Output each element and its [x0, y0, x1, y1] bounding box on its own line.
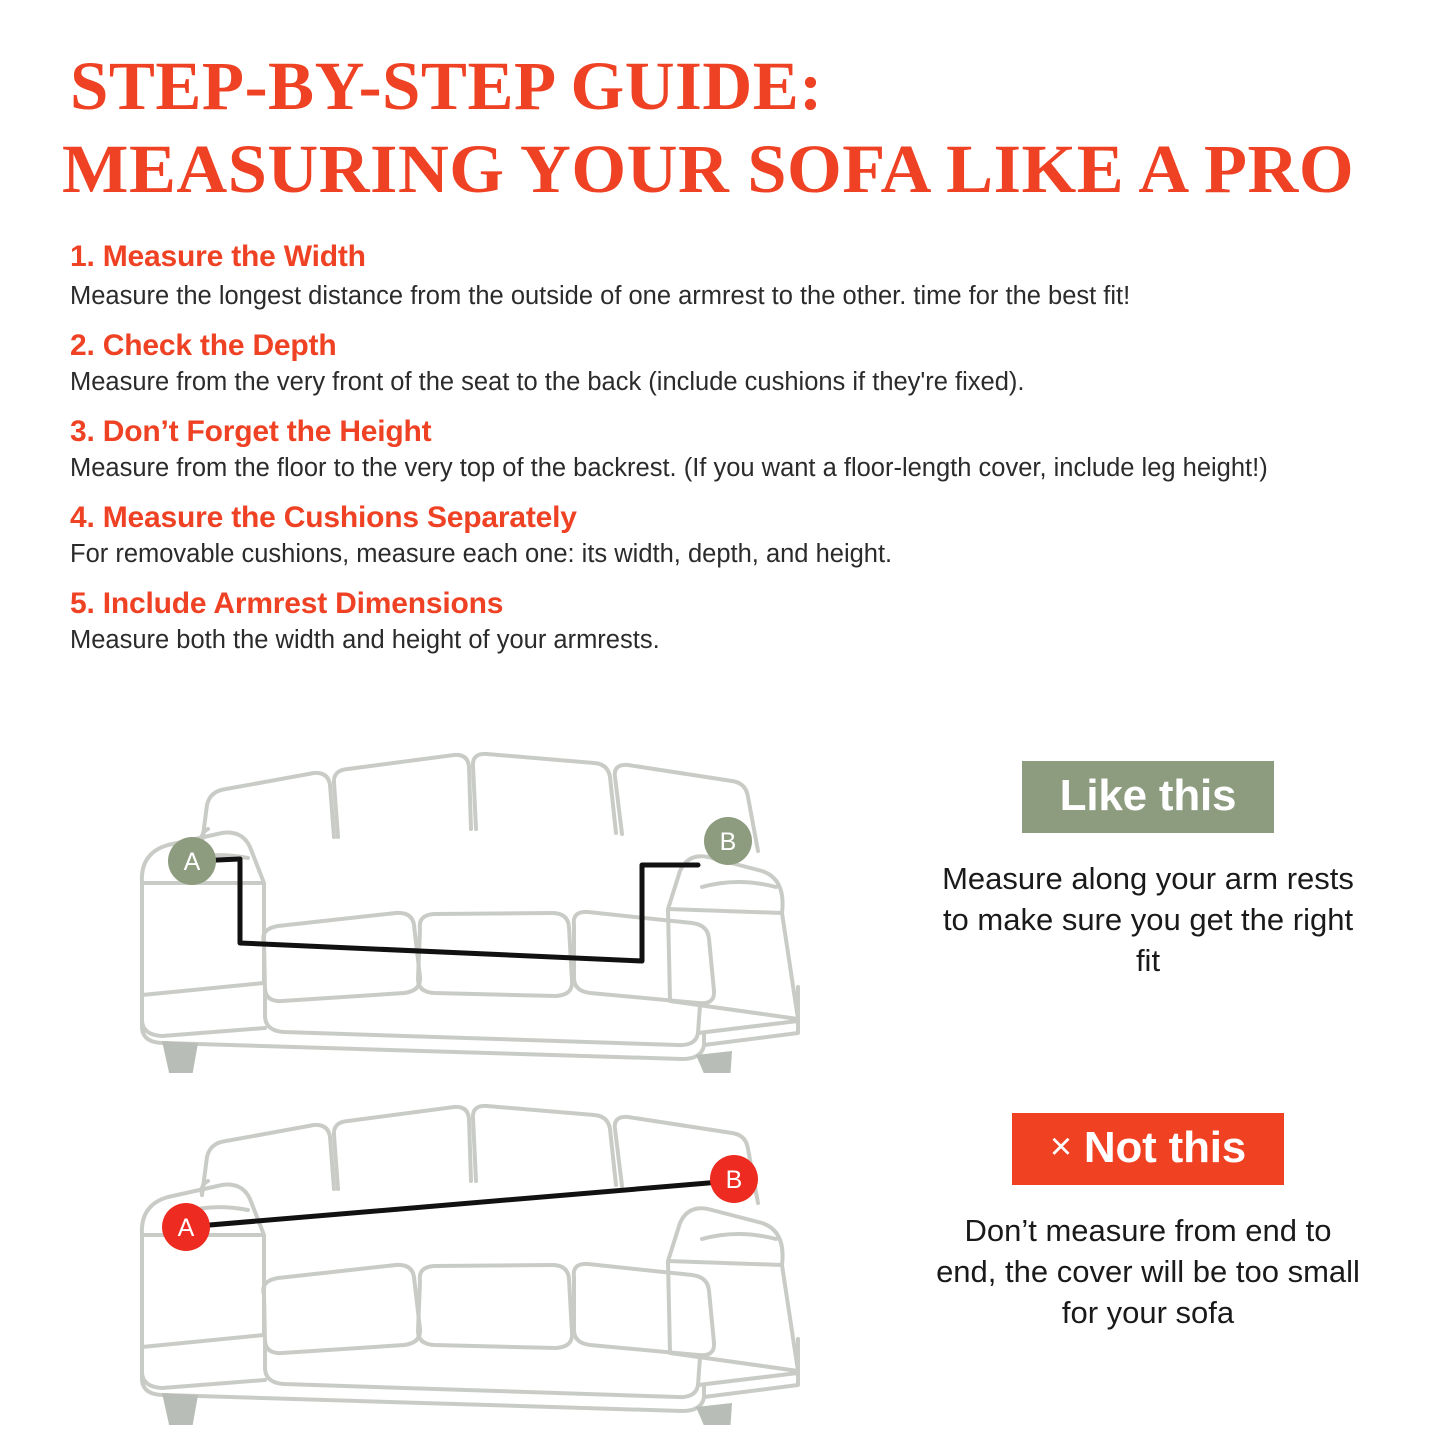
examples-panels: [62, 725, 1383, 1405]
marker-a: [162, 1203, 210, 1251]
sofa-diagram-incorrect: [82, 1085, 882, 1425]
marker-b: [704, 817, 752, 865]
step-body: Measure from the floor to the very top of the backrest. (If you want a floor-length cover, include leg height!): [70, 453, 1268, 482]
callout-correct: [913, 761, 1383, 982]
svg-text:B: B: [725, 1166, 743, 1194]
close-icon: ×: [1049, 1126, 1072, 1168]
step-body: Measure from the very front of the seat to the back (include cushions if they're fixed).: [70, 367, 1025, 396]
callout-description: Don’t measure from end to end, the cover will be too small for your sofa: [936, 1213, 1360, 1330]
example-incorrect: [62, 1085, 1383, 1425]
steps-list: [62, 240, 1383, 656]
title-line-2: MEASURING YOUR SOFA LIKE A PRO: [62, 131, 1355, 207]
step-item: [62, 587, 1383, 657]
step-heading: 1. Measure the Width: [70, 240, 366, 273]
step-body: Measure both the width and height of your armrests.: [70, 625, 660, 654]
marker-b: [710, 1155, 758, 1203]
sofa-diagram-correct: [82, 733, 882, 1073]
step-item: [62, 501, 1383, 571]
marker-a: [168, 837, 216, 885]
example-correct: [62, 733, 1383, 1073]
badge-label: Not this: [1083, 1123, 1247, 1172]
step-body: For removable cushions, measure each one: its width, depth, and height.: [70, 539, 893, 568]
badge-like-this: [1022, 761, 1275, 833]
step-item: [62, 240, 1383, 313]
badge-label: Like this: [1059, 771, 1237, 820]
badge-not-this: [1012, 1113, 1284, 1185]
step-heading: 5. Include Armrest Dimensions: [70, 586, 504, 620]
callout-incorrect: [913, 1113, 1383, 1334]
step-item: [62, 329, 1383, 399]
callout-description: Measure along your arm rests to make sure you get the right fit: [942, 861, 1354, 978]
title-line-1: STEP-BY-STEP GUIDE:: [70, 48, 823, 124]
step-heading: 4. Measure the Cushions Separately: [70, 500, 577, 534]
step-item: [62, 415, 1383, 485]
step-body: Measure the longest distance from the outside of one armrest to the other. time for the best fit!: [70, 282, 1131, 310]
svg-text:A: A: [183, 848, 201, 876]
svg-text:B: B: [719, 828, 737, 856]
page-title: [62, 0, 1383, 207]
step-heading: 2. Check the Depth: [70, 328, 337, 362]
step-heading: 3. Don’t Forget the Height: [70, 414, 432, 448]
svg-text:A: A: [177, 1214, 195, 1242]
